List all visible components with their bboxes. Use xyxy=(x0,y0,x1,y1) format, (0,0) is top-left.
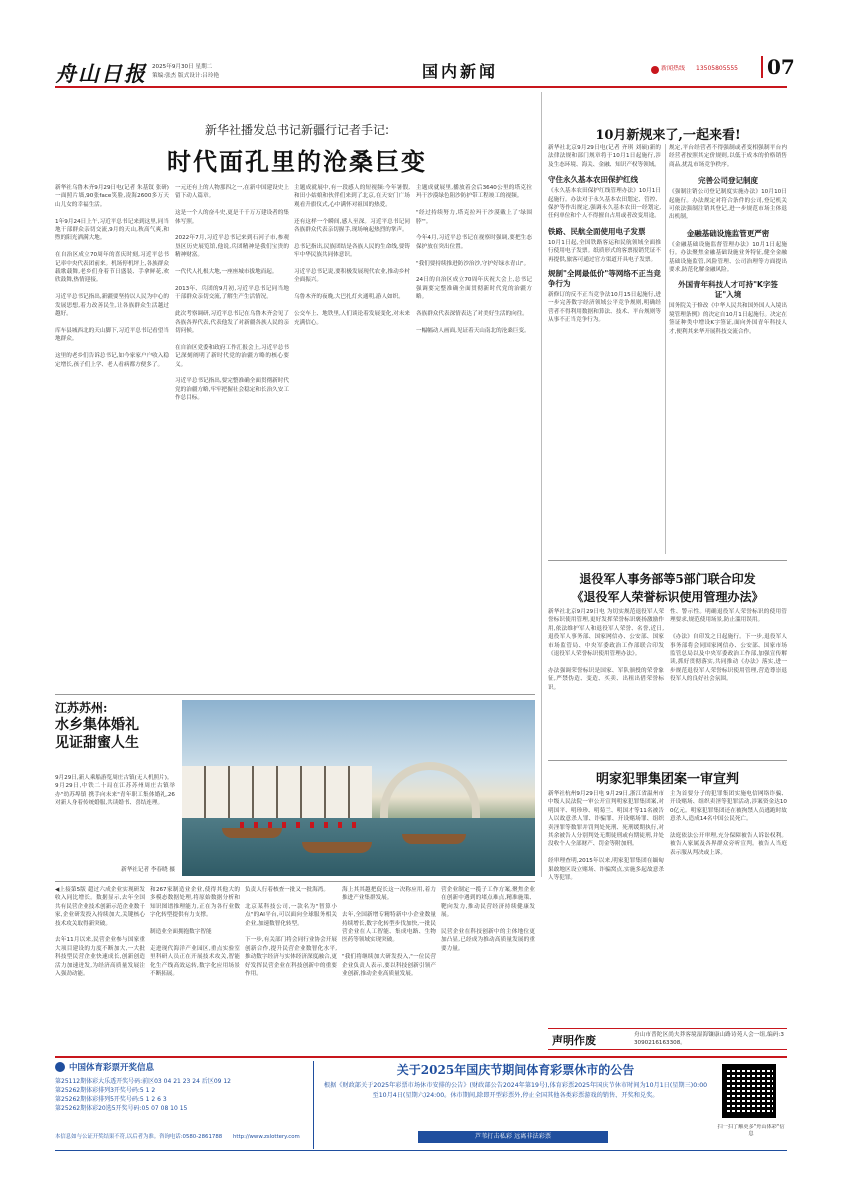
vet-headline-2: 《退役军人荣誉标识使用管理办法》 xyxy=(571,590,764,604)
rule-text-kvisa: 国务院关于修改《中华人民共和国外国人入境出境管理条例》的决定自10月1日起施行。决定在签证种类中增设K字签证,面向外国青年科技人才,便利其来华开展科技交流合作。 xyxy=(669,303,787,335)
photo-story-title-box xyxy=(55,700,175,770)
statement-title: 声明作废 xyxy=(552,1034,596,1047)
lottery-result-row: 第25262期体彩排列5开奖号码:5 1 2 6 3 xyxy=(55,1096,167,1103)
vet-col-1: 新华社北京9月29日电 为切实规范退役军人荣誉标识使用管理,更好发挥荣誉标识褒扬激励作用,依法维护军人和退役军人荣誉、名誉,近日,退役军人事务部、国家网信办、公安部、国家市场监管局、中央军委政治工作部联合印发《退役军人荣誉标识使用管理办法》。 办法强调荣誉标识是国家、军队颁授的荣誉象征,严禁伪造、变造、买卖、出租出借荣誉标识。 xyxy=(548,609,664,691)
statement-text: 舟山市普陀区尚夫莽客境湿海镶康山路诗苑人会一组,编码:33090216163308。 xyxy=(634,1032,784,1047)
lower-col-3: 负责人行着核查一批又一批海湾。 北京某科技公司,一款名为"智算小点"的AI平台,可以面向全球服务相关企业,加速数智化转型。 下一步,有关部门将会同行业协会开展创新合作,提升民营企业数智化水平,推动数字经济与实体经济深度融合,更好发挥民营企业在科技创新中的重要作用。 xyxy=(245,887,337,978)
column-divider xyxy=(541,92,542,877)
rule-heading-finance: 金融基础设施监管更严密 xyxy=(686,228,770,238)
lower-story-rule xyxy=(55,881,535,882)
new-rules-intro: 新华社北京9月29日电(记者 齐琪 刘硕)新的法律法规和部门规章将于10月1日起施行,涉及生态环境、海关、金融、知识产权等领域。 xyxy=(548,145,661,168)
holiday-announcement xyxy=(318,1061,713,1149)
newspaper-logo: 舟山日报 xyxy=(55,61,147,86)
lower-col-1: ◀上接第5版 超过六成企业实现研发收入同比增长。数据显示,去年全国共有民营企业技术创新示范企业数千家,企业研发投入持续加大,关键核心技术攻关取得新突破。 去年11月以来,民营企业参与国家重大项目建设的力度不断加大,一大批科技型民营企业快速成长,创新创造活力加速迸发,为经济高质量发展注入强劲动能。 xyxy=(55,887,145,978)
announcement-title: 关于2025年国庆节期间体育彩票休市的公告 xyxy=(396,1063,635,1077)
masthead-rule xyxy=(55,86,787,88)
lottery-results-list xyxy=(55,1077,305,1113)
new-rules-col-1 xyxy=(548,144,661,554)
photo-story-title-1: 江苏苏州: xyxy=(55,701,108,715)
photo-story-title-2: 水乡集体婚礼 xyxy=(55,717,139,733)
rule-text-finance: 《金融基础设施监督管理办法》10月1日起施行。办法聚焦金融基础设施业务特征,健全金融基础设施监管,风险管理、公司治理等方面提出要求,防范化解金融风险。 xyxy=(669,241,787,274)
vet-headline-1: 退役军人事务部等5部门联合印发 xyxy=(579,572,756,586)
boat-1 xyxy=(222,828,282,838)
section-title: 国内新闻 xyxy=(422,62,499,81)
announcement-slogan-bar xyxy=(418,1131,608,1143)
crime-col-2: 主为首要分子的犯罪集团实施电信网络诈骗、开设赌场、组织卖淫等犯罪活动,涉案资金达100亿元。明家犯罪集团还在被拘禁人员逃跑时故意杀人,造成14名中国公民死亡。 法庭依法公开审理,充分保障被告人诉讼权利。被告人家属及各界群众旁听宣判。被告人当庭表示服从判决或上诉。 xyxy=(670,791,787,856)
hotline-number: 13505805555 xyxy=(696,65,738,72)
rule-text-continued: 规定,平台经营者不得强制或者变相强制平台内经营者按照其定价规则,以低于成本的价格销售商品,扰乱市场竞争秩序。 xyxy=(669,145,787,168)
rule-text-farmland: 《永久基本农田保护红线管理办法》10月1日起施行。办法对于永久基本农田划定、管控、保护等作出规定,强调永久基本农田一经划定,任何单位和个人不得擅自占用或者改变用途。 xyxy=(548,188,661,220)
lottery-panel xyxy=(55,1061,305,1149)
editor-credits: 策编:张杰 版式设计:吕玲艳 xyxy=(152,73,220,79)
crime-col-1: 新华社杭州9月29日电 9月29日,浙江省温州市中级人民法院一审公开宣判明家犯罪集团案,对明国平、明珍珍、明菊兰、明国才等11名被告人以故意杀人罪、诈骗罪、开设赌场罪、组织卖淫罪等数罪并罚判处死刑、死刑缓期执行,对其余被告人分别判处无期徒刑或有期徒刑,并处没收个人全部财产、罚金等附加刑。 经审理查明,2015年以来,明家犯罪集团在缅甸果敢地区设立赌场、诈骗窝点,实施多起故意杀人等犯罪。 xyxy=(548,791,664,882)
boat-2 xyxy=(302,842,372,853)
rule-heading-competition: 规制"全网最低价"等网络不正当竞争行为 xyxy=(548,269,661,289)
photo-credit: 新华社记者 李春晓 摄 xyxy=(121,867,175,873)
lottery-divider xyxy=(313,1061,314,1149)
lottery-result-row: 第25262期体彩排列3开奖号码:5 1 2 xyxy=(55,1087,156,1094)
lead-headline: 时代面孔里的沧桑巨变 xyxy=(167,147,427,176)
new-rules-headline: 10月新规来了,一起来看! xyxy=(595,128,741,143)
lower-col-4: 海上其其越把促长这一决称应用,着力推进产业集群发展。 去年,全国新增专精特新中小企业数量持续增长,数字化转型步伐加快,一批民营企业在人工智能、集成电路、生物医药等领域实现突破。 "我们将继续加大研发投入,"一位民营企业负责人表示,要以科技创新引领产业创新,推动企业高质量发展。 xyxy=(342,887,436,978)
lead-col-2: 一元还有上的人物那四之一,在新中国建设史上留下动人篇章。 这是一个人的奋斗史,更是千千万万建设者的集体写照。 2022年7月,习近平总书记来到石河子市,参观垦区历史展览馆,他说,兵团精神是我们宝贵的精神财富。 一代代人扎根大地,一座座城市拔地而起。 2013年、兵团的9月初,习近平总书记同当地干部群众亲切交流,了解生产生活情况。 此次考察调研,习近平总书记在乌鲁木齐会见了各族各界代表,代表他发了对新疆各族人民的亲切问候。 在自治区党委和政府工作汇报会上,习近平总书记深刻阐明了新时代党的治疆方略的核心要义。 习近平总书记指出,要完整准确全面贯彻新时代党的治疆方略,牢牢把握社会稳定和长治久安工作总目标。 xyxy=(175,185,289,402)
lower-col-2-text: 和267家制造业企业,使得其他大的多模态数据处理,将原始数据分析和知识图谱推理能力,正在为各行业数字化转型提供有力支撑。 制造业全面拥抱数字智能 走进现代海洋产业园区,重点实验室里科研人员正在开展技术攻关,智能化生产线高效运转,数字化应用场景不断拓展。 xyxy=(150,887,240,978)
lead-col-3: 主题成就展中,有一段感人的短视频:今年暑假,和田小姑娘和伙伴们来到了北京,在天安门广场观看升旗仪式,心中满怀对祖国的热爱。 还有这样一个瞬间,感人至深。习近平总书记同各族群众代表亲切握手,现场响起热烈的掌声。 总书记指出,民族团结是各族人民的生命线,要铸牢中华民族共同体意识。 习近平总书记说,要积极发展现代农业,推动乡村全面振兴。 乌鲁木齐的夜晚,大巴扎灯火通明,游人如织。 公交车上、地铁里,人们谈论着发展变化,对未来充满信心。 xyxy=(294,185,410,326)
rule-text-competition: 新修订的反不正当竞争法10月15日起施行,进一步完善数字经济领域公平竞争规则,明确经营者不得利用数据和算法、技术、平台规则等从事不正当竞争行为。 xyxy=(548,292,661,324)
masthead xyxy=(55,46,795,86)
lottery-website[interactable]: http://www.zslottery.com xyxy=(233,1134,300,1140)
lottery-qr[interactable] xyxy=(722,1064,776,1118)
hotline-label: 新闻热线 xyxy=(661,65,686,72)
photo-story-title-3: 见证甜蜜人生 xyxy=(55,735,139,751)
rule-heading-kvisa: 外国青年科技人才可持"K字签证"入境 xyxy=(678,280,778,300)
photo-story-caption: 9月29日,新人乘船游览周庄古镇(无人机照片)。 9月29日,中铁二十局在江苏苏州周庄古镇举办"幼苏埠镇 携手向未来"青年职工集体婚礼,26对新人身着传统婚服,共读婚书、喜结连理。 xyxy=(55,775,175,807)
lottery-notice: 本信息如与公证开奖结果不符,以后者为准。咨询电话:0580-2861788 xyxy=(55,1134,223,1140)
page-number: 07 xyxy=(767,55,795,79)
crime-rule xyxy=(548,760,787,761)
bride-dots xyxy=(240,822,360,828)
rule-heading-farmland: 守住永久基本农田保护红线 xyxy=(548,175,638,185)
lead-kicker: 新华社播发总书记新疆行记者手记: xyxy=(204,123,390,137)
lottery-top-rule xyxy=(55,1056,787,1058)
lower-col-2 xyxy=(150,886,240,1024)
crime-headline: 明家犯罪集团案一审宣判 xyxy=(595,772,739,787)
bridge-arch xyxy=(380,762,480,818)
lead-col-1: 新华社乌鲁木齐9月29日电(记者 朱基钗 张研)一面照片墙,90张face笑脸,凌海2600多万天山儿女的幸福生活。 1年9月24日上午,习近平总书记来到这里,同当地干部群众亲切交流,9月的天山,秋高气爽,和煦的阳光洒满大地。 在自治区成立70周年的喜庆时刻,习近平总书记率中央代表团前来。机场停机坪上,各族群众载歌载舞,老乡们身着节日盛装、手拿鲜花,欢欣鼓舞,热情迎接。 习近平总书记指出,新疆要坚持以人民为中心的发展思想,着力改善民生,让各族群众生活越过越好。 库车县城西北的天山脚下,习近平总书记看望当地群众。 这里的老乡们告诉总书记,如今家家户户收入稳定增长,孩子们上学、老人看病都方便多了。 xyxy=(55,185,169,368)
new-rules-col-2 xyxy=(669,144,787,554)
page-bottom-rule xyxy=(55,1150,787,1151)
announcement-text: 根据《财政部关于2025年彩票市场休市安排的公告》(财政部公告2024年第19号),体育彩票2025年国庆节休市时间为10月1日(星期三)0:00至10月4日(星期六)24:00。休市期间,除即开型彩票外,停止全国其他各类彩票游戏的销售、开奖和兑奖。 xyxy=(323,1082,708,1099)
rule-text-company: 《强制注销公司登记制度实施办法》10月10日起施行。办法规定对符合条件的公司,登记机关可依法强制注销其登记,进一步规范市场主体退出机制。 xyxy=(669,189,787,221)
announcement-slogan: 芦苇打击私彩 远离非法彩票 xyxy=(474,1133,552,1140)
lottery-header: 中国体育彩票开奖信息 xyxy=(69,1063,155,1073)
buildings xyxy=(182,766,372,818)
boat-3 xyxy=(402,834,466,844)
qr-caption: 扫一扫了解更多"舟山体彩"信息 xyxy=(717,1124,785,1137)
qr-code-pattern xyxy=(725,1067,773,1115)
lower-col-5: 营企业制定一揽子工作方案,聚焦企业在创新中遇到的堵点难点,精准施策、靶向发力,推动民营经济持续健康发展。 民营企业在科技创新中的主体地位更加凸显,已经成为推动高质量发展的重要力量。 xyxy=(441,887,535,952)
lottery-result-row: 第25262期体彩20选5开奖号码:05 07 08 10 15 xyxy=(55,1105,188,1112)
page-number-box xyxy=(761,56,763,78)
lead-col-4: 主题成就展里,播放着会后3640公里的塔克拉玛干沙漠绿色阻沙防护带工程竣工的视频。 "经过持续努力,塔克拉玛干沙漠戴上了'绿围脖'"。 今年4月,习近平总书记在视察时强调,要把生态保护放在突出位置。 "我们要持续推进防沙治沙,守护好绿水青山"。 24日的自治区成立70周年庆祝大会上,总书记强调要完整准确全面贯彻新时代党的治疆方略。 各族群众代表深情表达了对美好生活的向往。 一幅幅动人画面,见证着天山南北的沧桑巨变。 xyxy=(416,185,532,334)
rule-heading-company: 完善公司登记制度 xyxy=(698,176,758,186)
lottery-result-row: 第25112期体彩大乐透开奖号码:前区03 04 21 23 24 后区09 12 xyxy=(55,1078,231,1085)
lottery-logo-icon xyxy=(55,1062,65,1072)
vet-rule xyxy=(548,560,787,561)
issue-date: 2025年9月30日 星期二 xyxy=(152,64,213,70)
wedding-photo xyxy=(182,700,535,876)
phone-icon xyxy=(651,66,659,74)
rule-heading-invoice: 铁路、民航全面使用电子发票 xyxy=(548,226,646,236)
rules-col-divider xyxy=(665,144,666,554)
photo-story-rule xyxy=(55,694,535,695)
vet-col-2: 性、警示性。明确退役军人荣誉标识的使用管理要求,规范使用场景,防止滥用误用。 《办法》自印发之日起施行。下一步,退役军人事务部将会同国家网信办、公安部、国家市场监管总局以及中央军委政治工作部,加强宣传解读,抓好贯彻落实,共同推动《办法》落实,进一步规范退役军人荣誉标识使用管理,营造尊崇退役军人的良好社会氛围。 xyxy=(670,609,787,683)
rule-text-invoice: 10月1日起,全国铁路客运和民航领域全面推行使用电子发票。纸质形式的客票报销凭证不再提供,旅客可通过官方渠道开具电子发票。 xyxy=(548,239,661,263)
statement-box xyxy=(548,1028,787,1050)
